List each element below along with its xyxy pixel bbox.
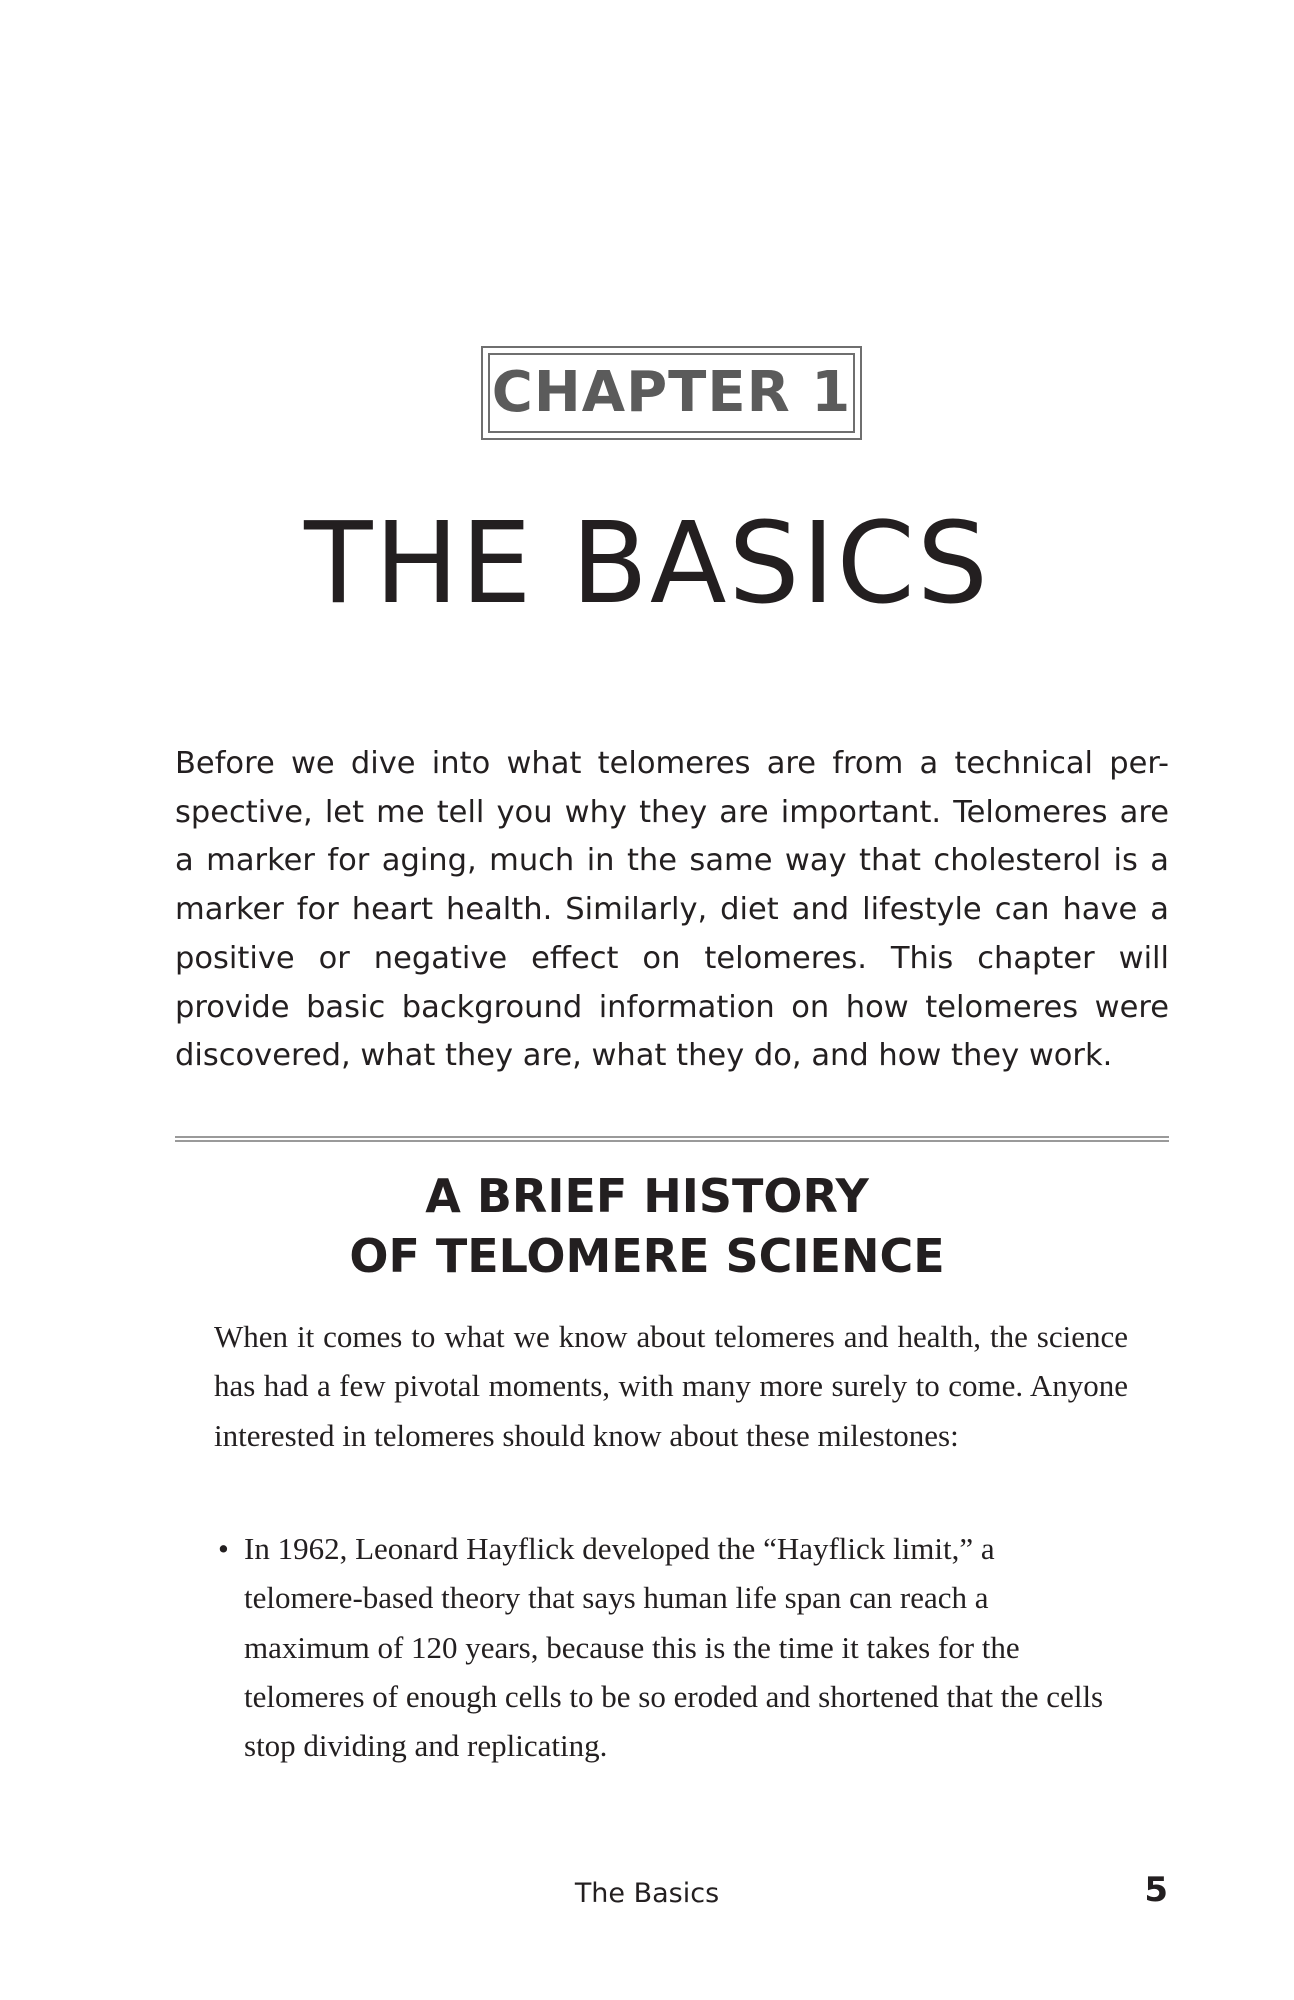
- page-number: 5: [1144, 1870, 1168, 1910]
- section-heading-line-1: A BRIEF HISTORY: [425, 1169, 869, 1223]
- running-footer-title: The Basics: [574, 1878, 720, 1909]
- milestone-list: [218, 1524, 1118, 1770]
- bullet-marker: •: [218, 1531, 229, 1566]
- chapter-label-box: [481, 346, 862, 440]
- chapter-title: THE BASICS: [304, 499, 990, 629]
- section-heading-line-2: OF TELOMERE SCIENCE: [349, 1229, 945, 1283]
- list-item: [218, 1524, 1118, 1770]
- list-item-text: In 1962, Leonard Hayflick developed the “Hayflick limit,” a telomere-based theory that says human life span can reach a maximum of 120 years, because this is the time it takes for the telomeres of enough cells to be so eroded and shortened that the cells stop dividing and replicating.: [244, 1531, 1104, 1764]
- chapter-label-box-inner: [488, 353, 855, 433]
- chapter-label: CHAPTER 1: [491, 360, 852, 425]
- section-divider: [175, 1136, 1169, 1142]
- intro-paragraph: Before we dive into what telomeres are from a technical per-spective, let me tell you why they are important. Telomeres are a marker for aging, much in the same way that cholesterol is a marker for heart health. Similarly, diet and lifestyle can have a positive or negative effect on telomeres. This chapter will provide basic background information on how telomeres were discovered, what they are, what they do, and how they work.: [175, 746, 1169, 1074]
- section-heading: [0, 1166, 1294, 1286]
- section-body-paragraph: When it comes to what we know about telomeres and health, the science has had a few pivotal moments, with many more surely to come. Anyone interested in telomeres should know about these milestones:: [214, 1319, 1128, 1453]
